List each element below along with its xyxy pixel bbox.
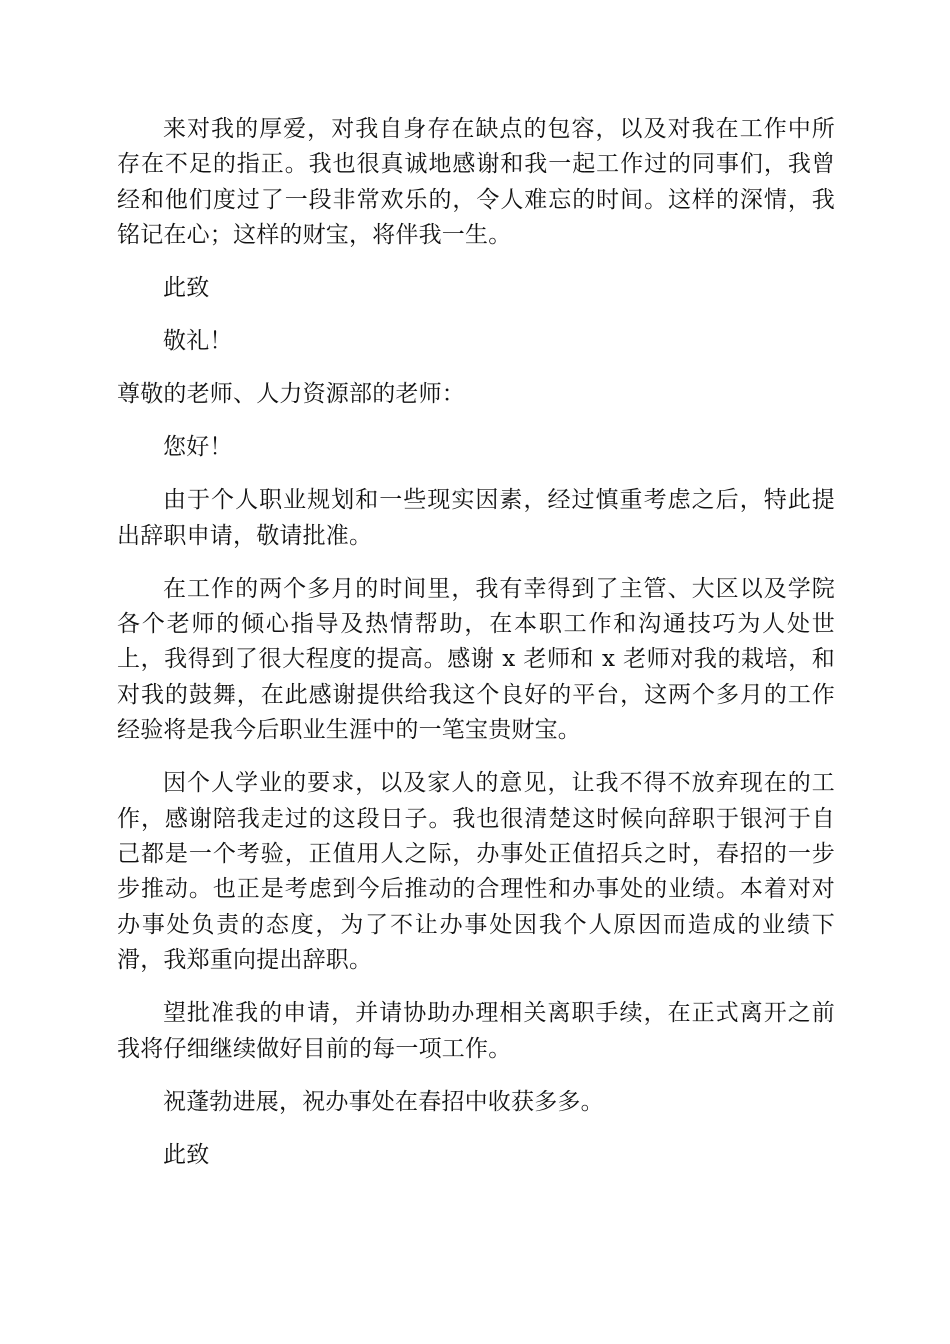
paragraph-approval-request: 望批准我的申请，并请协助办理相关离职手续，在正式离开之前我将仔细继续做好目前的每一项工作。: [117, 1000, 835, 1062]
salutation: 尊敬的老师、人力资源部的老师：: [117, 381, 465, 408]
paragraph-thanks-closing: 来对我的厚爱，对我自身存在缺点的包容，以及对我在工作中所存在不足的指正。我也很真诚地感谢和我一起工作过的同事们，我曾经和他们度过了一段非常欢乐的，令人难忘的时间。这样的深情，我铭记在心；这样的财宝，将伴我一生。: [117, 116, 835, 249]
document-body: [117, 112, 835, 1173]
paragraph-gratitude: 在工作的两个多月的时间里，我有幸得到了主管、大区以及学院各个老师的倾心指导及热情帮助，在本职工作和沟通技巧为人处世上，我得到了很大程度的提高。感谢 x 老师和 x 老师对我的栽培，和对我的鼓舞，在此感谢提供给我这个良好的平台，这两个多月的工作经验将是我今后职业生涯中的一笔宝贵财宝。: [117, 575, 835, 744]
paragraph-wishes: 祝蓬勃进展，祝办事处在春招中收获多多。: [163, 1088, 604, 1115]
paragraph-cizhi: 此致: [163, 275, 210, 302]
paragraph-reasons: 因个人学业的要求，以及家人的意见，让我不得不放弃现在的工作，感谢陪我走过的这段日子。我也很清楚这时候向辞职于银河于自己都是一个考验，正值用人之际，办事处正值招兵之时，春招的一步步推动。也正是考虑到今后推动的合理性和办事处的业绩。本着对对办事处负责的态度，为了不让办事处因我个人原因而造成的业绩下滑，我郑重向提出辞职。: [117, 770, 835, 974]
paragraph-cizhi-final: 此致: [163, 1141, 210, 1168]
paragraph-jingli: 敬礼！: [163, 328, 233, 355]
paragraph-resignation-request: 由于个人职业规划和一些现实因素，经过慎重考虑之后，特此提出辞职申请，敬请批准。: [117, 487, 835, 549]
greeting: 您好！: [163, 434, 233, 461]
